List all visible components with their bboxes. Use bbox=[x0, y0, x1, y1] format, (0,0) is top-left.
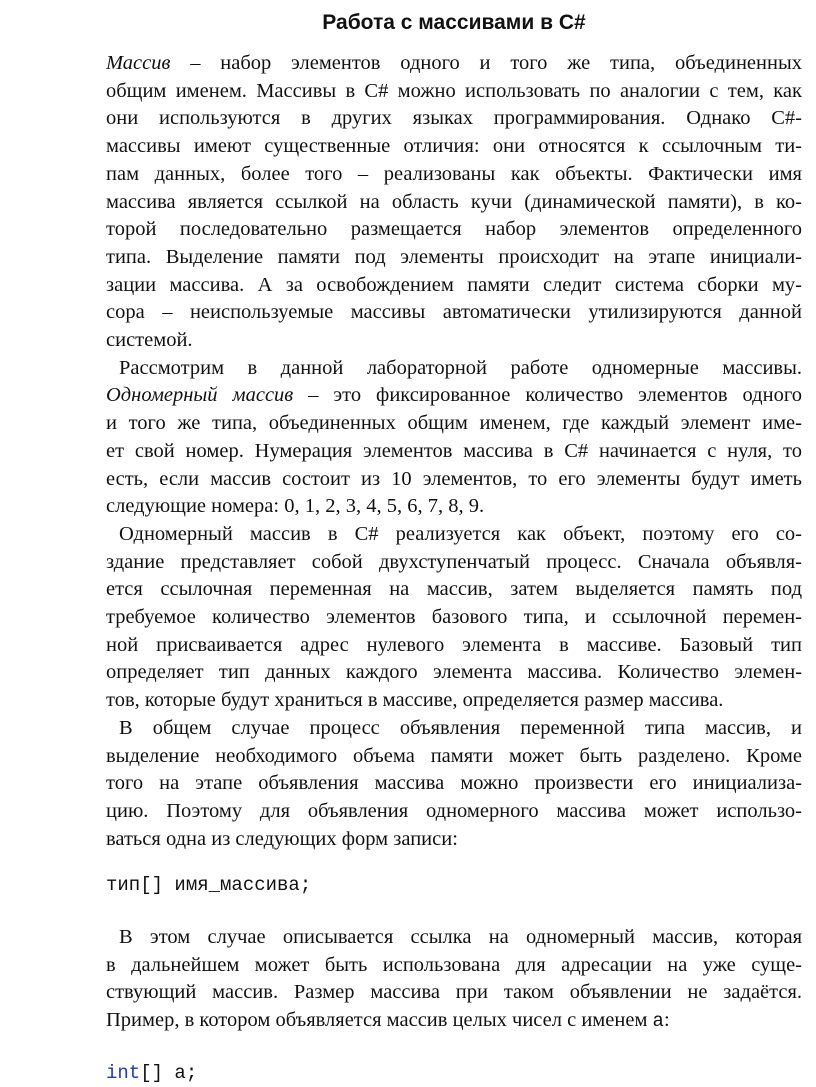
text-line: в дальнейшем может быть использована для адресации на уже суще- bbox=[106, 953, 802, 976]
paragraph-one-dimensional bbox=[106, 355, 802, 521]
paragraph-array-definition bbox=[106, 50, 802, 355]
text-line: есть, если массив состоит из 10 элементов, то его элементы будут иметь bbox=[106, 467, 802, 490]
text-line: требуемое количество элементов базового типа, и ссылочной перемен- bbox=[106, 606, 802, 629]
text-line: Одномерный массив – это фиксированное количество элементов одного bbox=[106, 384, 802, 407]
text-line: пам данных, более того – реализованы как объекты. Фактически имя bbox=[106, 162, 802, 185]
keyword-int: int bbox=[106, 1062, 141, 1084]
text-line: зации массива. А за освобождением памяти следит система сборки му- bbox=[106, 273, 802, 296]
text-line: ной присваивается адрес нулевого элемента в массиве. Базовый тип bbox=[106, 633, 802, 656]
paragraph-declaration-forms bbox=[106, 715, 802, 854]
text-line: выделение необходимого объема памяти может быть разделено. Кроме bbox=[106, 744, 802, 767]
code-snippet-declaration: тип[] имя_массива; bbox=[106, 874, 312, 896]
text-line: цию. Поэтому для объявления одномерного массива может использо- bbox=[106, 799, 802, 822]
text-line: Рассмотрим в данной лабораторной работе одномерные массивы. bbox=[119, 356, 802, 379]
text-line: общим именем. Массивы в C# можно использовать по аналогии с тем, как bbox=[106, 79, 802, 102]
text-line: они используются в других языках программирования. Однако C#- bbox=[106, 107, 802, 130]
text-line: ваться одна из следующих форм записи: bbox=[106, 827, 458, 850]
text-line: типа. Выделение памяти под элементы происходит на этапе инициали- bbox=[106, 245, 802, 268]
text-line: В общем случае процесс объявления переменной типа массив, и bbox=[119, 716, 802, 739]
text-line: торой последовательно размещается набор элементов определенного bbox=[106, 218, 802, 241]
text-line: здание представляет собой двухступенчатый процесс. Сначала объявля- bbox=[106, 550, 802, 573]
text-line: массива является ссылкой на область кучи (динамической памяти), в ко- bbox=[106, 190, 802, 213]
term-array: Массив bbox=[106, 52, 171, 74]
document-page-continued bbox=[106, 924, 802, 1036]
inline-code-a: a bbox=[652, 1010, 664, 1033]
text-line: ется ссылочная переменная на массив, затем выделяется память под bbox=[106, 578, 802, 601]
text-line: ствующий массив. Размер массива при таком объявлении не задаётся. bbox=[106, 981, 802, 1004]
term-one-dimensional-array: Одномерный массив bbox=[106, 384, 294, 407]
text-line: тов, которые будут храниться в массиве, определяется размер массива. bbox=[106, 689, 724, 712]
text-line: Одномерный массив в C# реализуется как объект, поэтому его со- bbox=[119, 522, 802, 545]
paragraph-array-object bbox=[106, 521, 802, 715]
text-line: и того же типа, объединенных общим именем, где каждый элемент име- bbox=[106, 412, 802, 435]
code-snippet-int-array: int[] a; bbox=[106, 1062, 198, 1084]
document-page bbox=[106, 0, 802, 853]
text-line: системой. bbox=[106, 329, 193, 352]
text-line: сора – неиспользуемые массивы автоматически утилизируются данной bbox=[106, 301, 802, 324]
text-line: Пример, в котором объявляется массив целых чисел с именем a: bbox=[106, 1009, 670, 1033]
page-title: Работа с массивами в C# bbox=[322, 11, 586, 34]
text-line: ет свой номер. Нумерация элементов массива в C# начинается с нуля, то bbox=[106, 439, 802, 462]
text-line: массивы имеют существенные отличия: они относятся к ссылочным ти- bbox=[106, 135, 802, 158]
paragraph-reference-declaration bbox=[106, 924, 802, 1036]
text-line: В этом случае описывается ссылка на одномерный массив, которая bbox=[119, 926, 802, 948]
text-line: Массив – набор элементов одного и того же типа, объединенных bbox=[106, 52, 802, 74]
text-line: определяет тип данных каждого элемента массива. Количество элемен- bbox=[106, 661, 802, 684]
text-line: того на этапе объявления массива можно произвести его инициализа- bbox=[106, 772, 802, 795]
text-line: следующие номера: 0, 1, 2, 3, 4, 5, 6, 7, 8, 9. bbox=[106, 495, 485, 518]
